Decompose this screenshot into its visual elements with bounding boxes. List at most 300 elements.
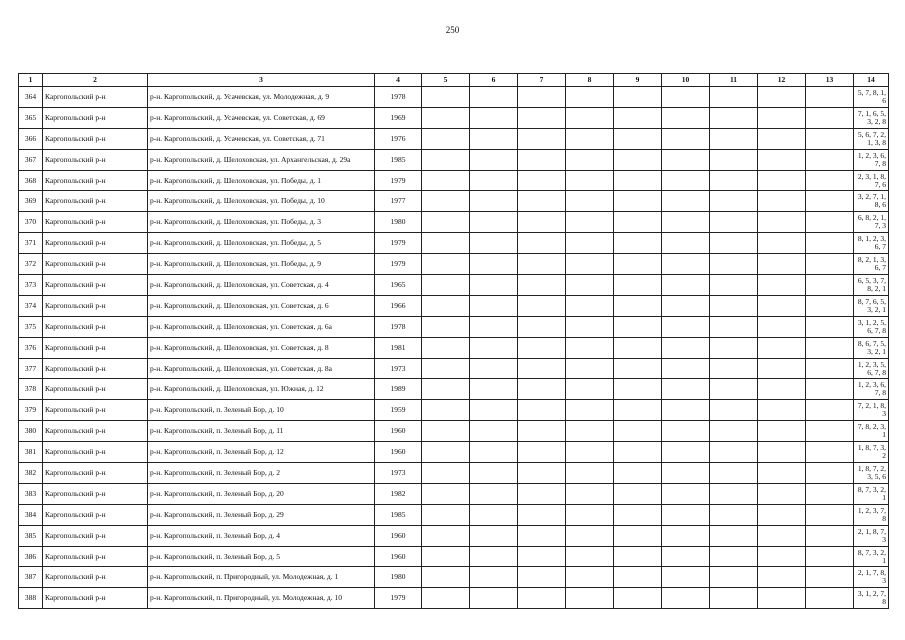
- empty-cell-col-9: [614, 463, 662, 484]
- col-14-cell: 8, 7, 3, 2, 1: [854, 483, 889, 504]
- district-cell: Каргопольский р-н: [43, 379, 148, 400]
- col-14-cell: 5, 7, 8, 1, 6: [854, 87, 889, 108]
- empty-cell-col-12: [758, 358, 806, 379]
- empty-cell-col-6: [470, 525, 518, 546]
- empty-cell-col-11: [710, 87, 758, 108]
- district-cell: Каргопольский р-н: [43, 525, 148, 546]
- housing-table: [18, 73, 889, 609]
- empty-cell-col-13: [806, 588, 854, 609]
- year-cell: 1960: [375, 442, 422, 463]
- empty-cell-col-11: [710, 233, 758, 254]
- empty-cell-col-9: [614, 316, 662, 337]
- district-cell: Каргопольский р-н: [43, 191, 148, 212]
- address-cell: р-н. Каргопольский, д. Шелоховская, ул. Архангельская, д. 29а: [148, 149, 375, 170]
- year-cell: 1960: [375, 421, 422, 442]
- empty-cell-col-11: [710, 107, 758, 128]
- year-cell: 1981: [375, 337, 422, 358]
- empty-cell-col-10: [662, 233, 710, 254]
- empty-cell-col-8: [566, 295, 614, 316]
- address-cell: р-н. Каргопольский, д. Шелоховская, ул. Советская, д. 6: [148, 295, 375, 316]
- empty-cell-col-7: [518, 463, 566, 484]
- empty-cell-col-11: [710, 421, 758, 442]
- empty-cell-col-8: [566, 316, 614, 337]
- empty-cell-col-8: [566, 233, 614, 254]
- district-cell: Каргопольский р-н: [43, 254, 148, 275]
- empty-cell-col-12: [758, 233, 806, 254]
- address-cell: р-н. Каргопольский, п. Зеленый Бор, д. 29: [148, 504, 375, 525]
- year-cell: 1980: [375, 212, 422, 233]
- address-cell: р-н. Каргопольский, п. Зеленый Бор, д. 4: [148, 525, 375, 546]
- empty-cell-col-11: [710, 170, 758, 191]
- empty-cell-col-6: [470, 107, 518, 128]
- empty-cell-col-5: [422, 504, 470, 525]
- empty-cell-col-12: [758, 442, 806, 463]
- col-14-cell: 1, 2, 3, 6, 7, 8: [854, 379, 889, 400]
- empty-cell-col-5: [422, 463, 470, 484]
- col-14-cell: 1, 2, 3, 6, 7, 8: [854, 149, 889, 170]
- empty-cell-col-13: [806, 504, 854, 525]
- empty-cell-col-6: [470, 212, 518, 233]
- empty-cell-col-13: [806, 275, 854, 296]
- empty-cell-col-10: [662, 149, 710, 170]
- empty-cell-col-9: [614, 233, 662, 254]
- empty-cell-col-9: [614, 421, 662, 442]
- table-row: [19, 191, 889, 212]
- empty-cell-col-6: [470, 421, 518, 442]
- empty-cell-col-10: [662, 379, 710, 400]
- address-cell: р-н. Каргопольский, д. Шелоховская, ул. Победы, д. 9: [148, 254, 375, 275]
- empty-cell-col-6: [470, 254, 518, 275]
- empty-cell-col-13: [806, 442, 854, 463]
- year-cell: 1973: [375, 463, 422, 484]
- empty-cell-col-12: [758, 316, 806, 337]
- col-14-cell: 2, 3, 1, 8, 7, 6: [854, 170, 889, 191]
- empty-cell-col-11: [710, 504, 758, 525]
- col-14-cell: 6, 8, 2, 1, 7, 3: [854, 212, 889, 233]
- column-header-7: 7: [518, 74, 566, 87]
- col-14-cell: 8, 2, 1, 3, 6, 7: [854, 254, 889, 275]
- row-number-cell: 375: [19, 316, 43, 337]
- empty-cell-col-13: [806, 567, 854, 588]
- row-number-cell: 386: [19, 546, 43, 567]
- table-row: [19, 358, 889, 379]
- empty-cell-col-11: [710, 463, 758, 484]
- district-cell: Каргопольский р-н: [43, 128, 148, 149]
- empty-cell-col-5: [422, 421, 470, 442]
- empty-cell-col-10: [662, 463, 710, 484]
- year-cell: 1973: [375, 358, 422, 379]
- column-header-14: 14: [854, 74, 889, 87]
- column-header-12: 12: [758, 74, 806, 87]
- empty-cell-col-6: [470, 149, 518, 170]
- empty-cell-col-6: [470, 170, 518, 191]
- district-cell: Каргопольский р-н: [43, 316, 148, 337]
- empty-cell-col-7: [518, 546, 566, 567]
- empty-cell-col-5: [422, 128, 470, 149]
- address-cell: р-н. Каргопольский, д. Шелоховская, ул. Победы, д. 10: [148, 191, 375, 212]
- empty-cell-col-11: [710, 400, 758, 421]
- empty-cell-col-10: [662, 483, 710, 504]
- empty-cell-col-11: [710, 275, 758, 296]
- empty-cell-col-8: [566, 149, 614, 170]
- table-row: [19, 588, 889, 609]
- empty-cell-col-5: [422, 87, 470, 108]
- address-cell: р-н. Каргопольский, п. Зеленый Бор, д. 10: [148, 400, 375, 421]
- table-row: [19, 337, 889, 358]
- empty-cell-col-10: [662, 337, 710, 358]
- row-number-cell: 377: [19, 358, 43, 379]
- empty-cell-col-5: [422, 233, 470, 254]
- empty-cell-col-5: [422, 337, 470, 358]
- row-number-cell: 368: [19, 170, 43, 191]
- empty-cell-col-12: [758, 295, 806, 316]
- col-14-cell: 7, 1, 6, 5, 3, 2, 8: [854, 107, 889, 128]
- empty-cell-col-8: [566, 400, 614, 421]
- empty-cell-col-11: [710, 567, 758, 588]
- table-row: [19, 107, 889, 128]
- empty-cell-col-9: [614, 442, 662, 463]
- empty-cell-col-10: [662, 567, 710, 588]
- column-header-8: 8: [566, 74, 614, 87]
- year-cell: 1989: [375, 379, 422, 400]
- year-cell: 1978: [375, 87, 422, 108]
- empty-cell-col-6: [470, 275, 518, 296]
- empty-cell-col-13: [806, 149, 854, 170]
- empty-cell-col-11: [710, 254, 758, 275]
- empty-cell-col-5: [422, 379, 470, 400]
- district-cell: Каргопольский р-н: [43, 567, 148, 588]
- col-14-cell: 1, 2, 3, 7, 8: [854, 504, 889, 525]
- empty-cell-col-11: [710, 295, 758, 316]
- empty-cell-col-6: [470, 400, 518, 421]
- empty-cell-col-7: [518, 254, 566, 275]
- empty-cell-col-7: [518, 379, 566, 400]
- col-14-cell: 8, 6, 7, 5, 3, 2, 1: [854, 337, 889, 358]
- col-14-cell: 2, 1, 7, 8, 3: [854, 567, 889, 588]
- row-number-cell: 379: [19, 400, 43, 421]
- empty-cell-col-8: [566, 275, 614, 296]
- empty-cell-col-12: [758, 567, 806, 588]
- table-row: [19, 483, 889, 504]
- empty-cell-col-13: [806, 316, 854, 337]
- address-cell: р-н. Каргопольский, п. Пригородный, ул. Молодежная, д. 1: [148, 567, 375, 588]
- empty-cell-col-5: [422, 483, 470, 504]
- page-number: 250: [445, 25, 460, 35]
- empty-cell-col-13: [806, 170, 854, 191]
- year-cell: 1976: [375, 128, 422, 149]
- address-cell: р-н. Каргопольский, д. Шелоховская, ул. Победы, д. 5: [148, 233, 375, 254]
- col-14-cell: 3, 2, 7, 1, 8, 6: [854, 191, 889, 212]
- empty-cell-col-6: [470, 379, 518, 400]
- empty-cell-col-7: [518, 442, 566, 463]
- district-cell: Каргопольский р-н: [43, 233, 148, 254]
- empty-cell-col-9: [614, 275, 662, 296]
- empty-cell-col-7: [518, 128, 566, 149]
- column-header-4: 4: [375, 74, 422, 87]
- empty-cell-col-5: [422, 275, 470, 296]
- row-number-cell: 367: [19, 149, 43, 170]
- empty-cell-col-11: [710, 337, 758, 358]
- table-row: [19, 504, 889, 525]
- empty-cell-col-7: [518, 233, 566, 254]
- empty-cell-col-5: [422, 442, 470, 463]
- empty-cell-col-12: [758, 275, 806, 296]
- empty-cell-col-5: [422, 588, 470, 609]
- empty-cell-col-8: [566, 483, 614, 504]
- empty-cell-col-10: [662, 546, 710, 567]
- empty-cell-col-5: [422, 546, 470, 567]
- empty-cell-col-13: [806, 128, 854, 149]
- empty-cell-col-12: [758, 546, 806, 567]
- row-number-cell: 373: [19, 275, 43, 296]
- address-cell: р-н. Каргопольский, п. Пригородный, ул. Молодежная, д. 10: [148, 588, 375, 609]
- empty-cell-col-7: [518, 107, 566, 128]
- empty-cell-col-12: [758, 212, 806, 233]
- empty-cell-col-9: [614, 588, 662, 609]
- empty-cell-col-5: [422, 191, 470, 212]
- empty-cell-col-8: [566, 337, 614, 358]
- col-14-cell: 7, 2, 1, 8, 3: [854, 400, 889, 421]
- address-cell: р-н. Каргопольский, д. Шелоховская, ул. Победы, д. 1: [148, 170, 375, 191]
- empty-cell-col-12: [758, 504, 806, 525]
- table-row: [19, 400, 889, 421]
- empty-cell-col-10: [662, 254, 710, 275]
- empty-cell-col-8: [566, 442, 614, 463]
- row-number-cell: 384: [19, 504, 43, 525]
- district-cell: Каргопольский р-н: [43, 149, 148, 170]
- empty-cell-col-11: [710, 379, 758, 400]
- year-cell: 1985: [375, 504, 422, 525]
- empty-cell-col-10: [662, 87, 710, 108]
- empty-cell-col-8: [566, 87, 614, 108]
- column-header-6: 6: [470, 74, 518, 87]
- row-number-cell: 365: [19, 107, 43, 128]
- empty-cell-col-10: [662, 107, 710, 128]
- empty-cell-col-12: [758, 337, 806, 358]
- empty-cell-col-5: [422, 567, 470, 588]
- empty-cell-col-5: [422, 107, 470, 128]
- district-cell: Каргопольский р-н: [43, 421, 148, 442]
- empty-cell-col-10: [662, 128, 710, 149]
- district-cell: Каргопольский р-н: [43, 546, 148, 567]
- empty-cell-col-5: [422, 149, 470, 170]
- col-14-cell: 3, 1, 2, 7, 8: [854, 588, 889, 609]
- empty-cell-col-7: [518, 316, 566, 337]
- empty-cell-col-10: [662, 421, 710, 442]
- empty-cell-col-5: [422, 254, 470, 275]
- year-cell: 1977: [375, 191, 422, 212]
- empty-cell-col-13: [806, 233, 854, 254]
- table-row: [19, 254, 889, 275]
- table-row: [19, 421, 889, 442]
- table-row: [19, 149, 889, 170]
- year-cell: 1966: [375, 295, 422, 316]
- empty-cell-col-9: [614, 191, 662, 212]
- address-cell: р-н. Каргопольский, д. Усачевская, ул. Молодежная, д. 9: [148, 87, 375, 108]
- district-cell: Каргопольский р-н: [43, 483, 148, 504]
- district-cell: Каргопольский р-н: [43, 295, 148, 316]
- row-number-cell: 385: [19, 525, 43, 546]
- empty-cell-col-6: [470, 316, 518, 337]
- empty-cell-col-13: [806, 295, 854, 316]
- empty-cell-col-11: [710, 128, 758, 149]
- year-cell: 1979: [375, 170, 422, 191]
- empty-cell-col-9: [614, 546, 662, 567]
- address-cell: р-н. Каргопольский, д. Усачевская, ул. Советская, д. 71: [148, 128, 375, 149]
- empty-cell-col-12: [758, 588, 806, 609]
- address-cell: р-н. Каргопольский, п. Зеленый Бор, д. 2: [148, 463, 375, 484]
- empty-cell-col-6: [470, 128, 518, 149]
- empty-cell-col-11: [710, 588, 758, 609]
- table-row: [19, 567, 889, 588]
- empty-cell-col-10: [662, 504, 710, 525]
- empty-cell-col-13: [806, 87, 854, 108]
- address-cell: р-н. Каргопольский, д. Шелоховская, ул. Победы, д. 3: [148, 212, 375, 233]
- empty-cell-col-6: [470, 295, 518, 316]
- empty-cell-col-13: [806, 525, 854, 546]
- row-number-cell: 376: [19, 337, 43, 358]
- address-cell: р-н. Каргопольский, п. Зеленый Бор, д. 12: [148, 442, 375, 463]
- empty-cell-col-5: [422, 170, 470, 191]
- empty-cell-col-5: [422, 525, 470, 546]
- column-header-5: 5: [422, 74, 470, 87]
- row-number-cell: 369: [19, 191, 43, 212]
- empty-cell-col-8: [566, 128, 614, 149]
- empty-cell-col-11: [710, 525, 758, 546]
- address-cell: р-н. Каргопольский, д. Шелоховская, ул. Советская, д. 4: [148, 275, 375, 296]
- empty-cell-col-12: [758, 254, 806, 275]
- table-row: [19, 212, 889, 233]
- district-cell: Каргопольский р-н: [43, 400, 148, 421]
- empty-cell-col-11: [710, 546, 758, 567]
- empty-cell-col-6: [470, 191, 518, 212]
- empty-cell-col-5: [422, 295, 470, 316]
- empty-cell-col-9: [614, 254, 662, 275]
- empty-cell-col-13: [806, 379, 854, 400]
- year-cell: 1979: [375, 588, 422, 609]
- table-row: [19, 463, 889, 484]
- empty-cell-col-11: [710, 316, 758, 337]
- empty-cell-col-7: [518, 275, 566, 296]
- year-cell: 1965: [375, 275, 422, 296]
- empty-cell-col-8: [566, 567, 614, 588]
- column-header-1: 1: [19, 74, 43, 87]
- row-number-cell: 378: [19, 379, 43, 400]
- empty-cell-col-8: [566, 107, 614, 128]
- row-number-cell: 387: [19, 567, 43, 588]
- empty-cell-col-9: [614, 295, 662, 316]
- col-14-cell: 1, 8, 7, 2, 3, 5, 6: [854, 463, 889, 484]
- address-cell: р-н. Каргопольский, п. Зеленый Бор, д. 11: [148, 421, 375, 442]
- empty-cell-col-5: [422, 400, 470, 421]
- empty-cell-col-13: [806, 358, 854, 379]
- address-cell: р-н. Каргопольский, д. Шелоховская, ул. Советская, д. 6а: [148, 316, 375, 337]
- empty-cell-col-5: [422, 212, 470, 233]
- column-header-2: 2: [43, 74, 148, 87]
- empty-cell-col-6: [470, 463, 518, 484]
- empty-cell-col-8: [566, 525, 614, 546]
- column-header-11: 11: [710, 74, 758, 87]
- district-cell: Каргопольский р-н: [43, 442, 148, 463]
- empty-cell-col-10: [662, 170, 710, 191]
- empty-cell-col-8: [566, 212, 614, 233]
- row-number-cell: 381: [19, 442, 43, 463]
- empty-cell-col-6: [470, 87, 518, 108]
- empty-cell-col-9: [614, 400, 662, 421]
- col-14-cell: 8, 1, 2, 3, 6, 7: [854, 233, 889, 254]
- table-row: [19, 128, 889, 149]
- address-cell: р-н. Каргопольский, д. Шелоховская, ул. Советская, д. 8а: [148, 358, 375, 379]
- empty-cell-col-12: [758, 400, 806, 421]
- empty-cell-col-7: [518, 400, 566, 421]
- district-cell: Каргопольский р-н: [43, 212, 148, 233]
- empty-cell-col-5: [422, 358, 470, 379]
- empty-cell-col-8: [566, 463, 614, 484]
- empty-cell-col-12: [758, 463, 806, 484]
- empty-cell-col-7: [518, 170, 566, 191]
- empty-cell-col-13: [806, 254, 854, 275]
- district-cell: Каргопольский р-н: [43, 87, 148, 108]
- empty-cell-col-9: [614, 504, 662, 525]
- empty-cell-col-13: [806, 421, 854, 442]
- empty-cell-col-12: [758, 128, 806, 149]
- empty-cell-col-6: [470, 546, 518, 567]
- empty-cell-col-8: [566, 191, 614, 212]
- row-number-cell: 372: [19, 254, 43, 275]
- year-cell: 1960: [375, 546, 422, 567]
- empty-cell-col-13: [806, 337, 854, 358]
- empty-cell-col-9: [614, 483, 662, 504]
- empty-cell-col-12: [758, 107, 806, 128]
- empty-cell-col-8: [566, 254, 614, 275]
- column-header-9: 9: [614, 74, 662, 87]
- empty-cell-col-11: [710, 442, 758, 463]
- empty-cell-col-7: [518, 358, 566, 379]
- table-row: [19, 275, 889, 296]
- empty-cell-col-13: [806, 463, 854, 484]
- empty-cell-col-7: [518, 421, 566, 442]
- empty-cell-col-10: [662, 316, 710, 337]
- empty-cell-col-9: [614, 525, 662, 546]
- row-number-cell: 382: [19, 463, 43, 484]
- empty-cell-col-9: [614, 358, 662, 379]
- empty-cell-col-7: [518, 191, 566, 212]
- empty-cell-col-12: [758, 483, 806, 504]
- row-number-cell: 388: [19, 588, 43, 609]
- year-cell: 1960: [375, 525, 422, 546]
- table-row: [19, 170, 889, 191]
- district-cell: Каргопольский р-н: [43, 107, 148, 128]
- col-14-cell: 6, 5, 3, 7, 8, 2, 1: [854, 275, 889, 296]
- empty-cell-col-7: [518, 149, 566, 170]
- empty-cell-col-10: [662, 400, 710, 421]
- empty-cell-col-6: [470, 567, 518, 588]
- table-row: [19, 316, 889, 337]
- district-cell: Каргопольский р-н: [43, 275, 148, 296]
- table-header-row: [19, 74, 889, 87]
- table-row: [19, 233, 889, 254]
- empty-cell-col-8: [566, 421, 614, 442]
- empty-cell-col-10: [662, 588, 710, 609]
- empty-cell-col-9: [614, 170, 662, 191]
- empty-cell-col-11: [710, 212, 758, 233]
- empty-cell-col-12: [758, 87, 806, 108]
- row-number-cell: 370: [19, 212, 43, 233]
- empty-cell-col-8: [566, 504, 614, 525]
- empty-cell-col-12: [758, 191, 806, 212]
- empty-cell-col-12: [758, 379, 806, 400]
- district-cell: Каргопольский р-н: [43, 504, 148, 525]
